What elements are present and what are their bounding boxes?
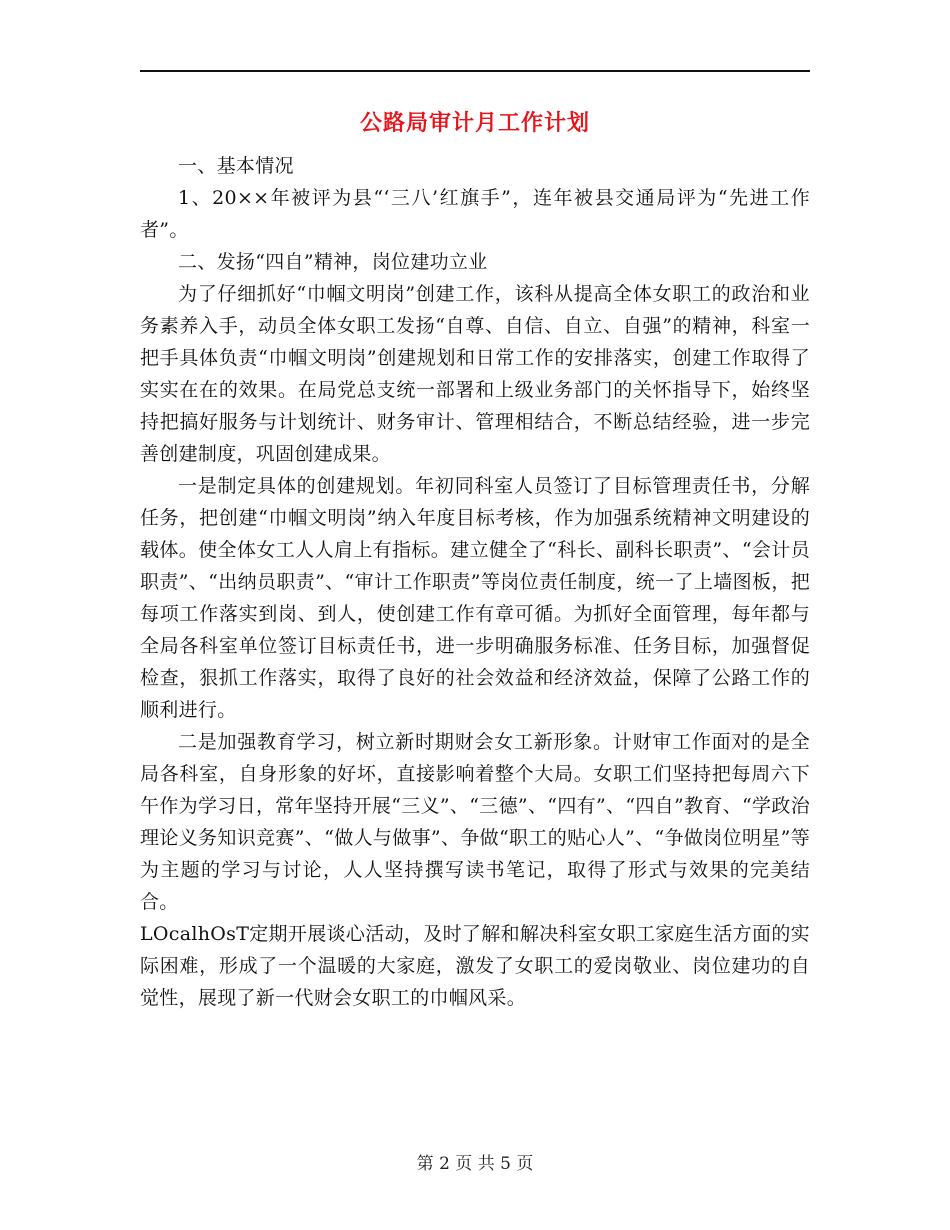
document-body (140, 150, 810, 1014)
paragraph-education: 二是加强教育学习，树立新时期财会女工新形象。计财审工作面对的是全局各科室，自身形象的好坏，直接影响着整个大局。女职工们坚持把每周六下午作为学习日，常年坚持开展“三义”、“三德”、“四有”、“四自”教育、“学政治理论义务知识竞赛”、“做人与做事”、争做“职工的贴心人”、“争做岗位明星”等为主题的学习与讨论，人人坚持撰写读书笔记，取得了形式与效果的完美结合。 (140, 731, 810, 913)
section-heading-spirit: 二、发扬“四自”精神，岗位建功立业 (178, 251, 488, 273)
document-title: 公路局审计月工作计划 (359, 111, 590, 136)
section-heading-basic: 一、基本情况 (178, 155, 294, 177)
paragraph-intro: 为了仔细抓好“巾帼文明岗”创建工作，该科从提高全体女职工的政治和业务素养入手，动员全体女职工发扬“自尊、自信、自立、自强”的精神，科室一把手具体负责“巾帼文明岗”创建规划和日常工作的安排落实，创建工作取得了实实在在的效果。在局党总支统一部署和上级业务部门的关怀指导下，始终坚持把搞好服务与计划统计、财务审计、管理相结合，不断总结经验，进一步完善创建制度，巩固创建成果。 (140, 283, 810, 465)
header-rule (140, 70, 810, 72)
paragraph-honors: 1、20××年被评为县“‘三八’红旗手”，连年被县交通局评为“先进工作者”。 (140, 187, 810, 241)
paragraph-activities: LOcalhOsT定期开展谈心活动，及时了解和解决科室女职工家庭生活方面的实际困难，形成了一个温暖的大家庭，激发了女职工的爱岗敬业、岗位建功的自觉性，展现了新一代财会女职工的巾帼风采。 (140, 923, 810, 1009)
paragraph-plan: 一是制定具体的创建规划。年初同科室人员签订了目标管理责任书，分解任务，把创建“巾帼文明岗”纳入年度目标考核，作为加强系统精神文明建设的载体。使全体女工人人肩上有指标。建立健全了“科长、副科长职责”、“会计员职责”、“出纳员职责”、“审计工作职责”等岗位责任制度，统一了上墙图板，把每项工作落实到岗、到人，使创建工作有章可循。为抓好全面管理，每年都与全局各科室单位签订目标责任书，进一步明确服务标准、任务目标，加强督促检查，狠抓工作落实，取得了良好的社会效益和经济效益，保障了公路工作的顺利进行。 (140, 475, 810, 721)
page-number: 第 2 页 共 5 页 (416, 1154, 534, 1174)
